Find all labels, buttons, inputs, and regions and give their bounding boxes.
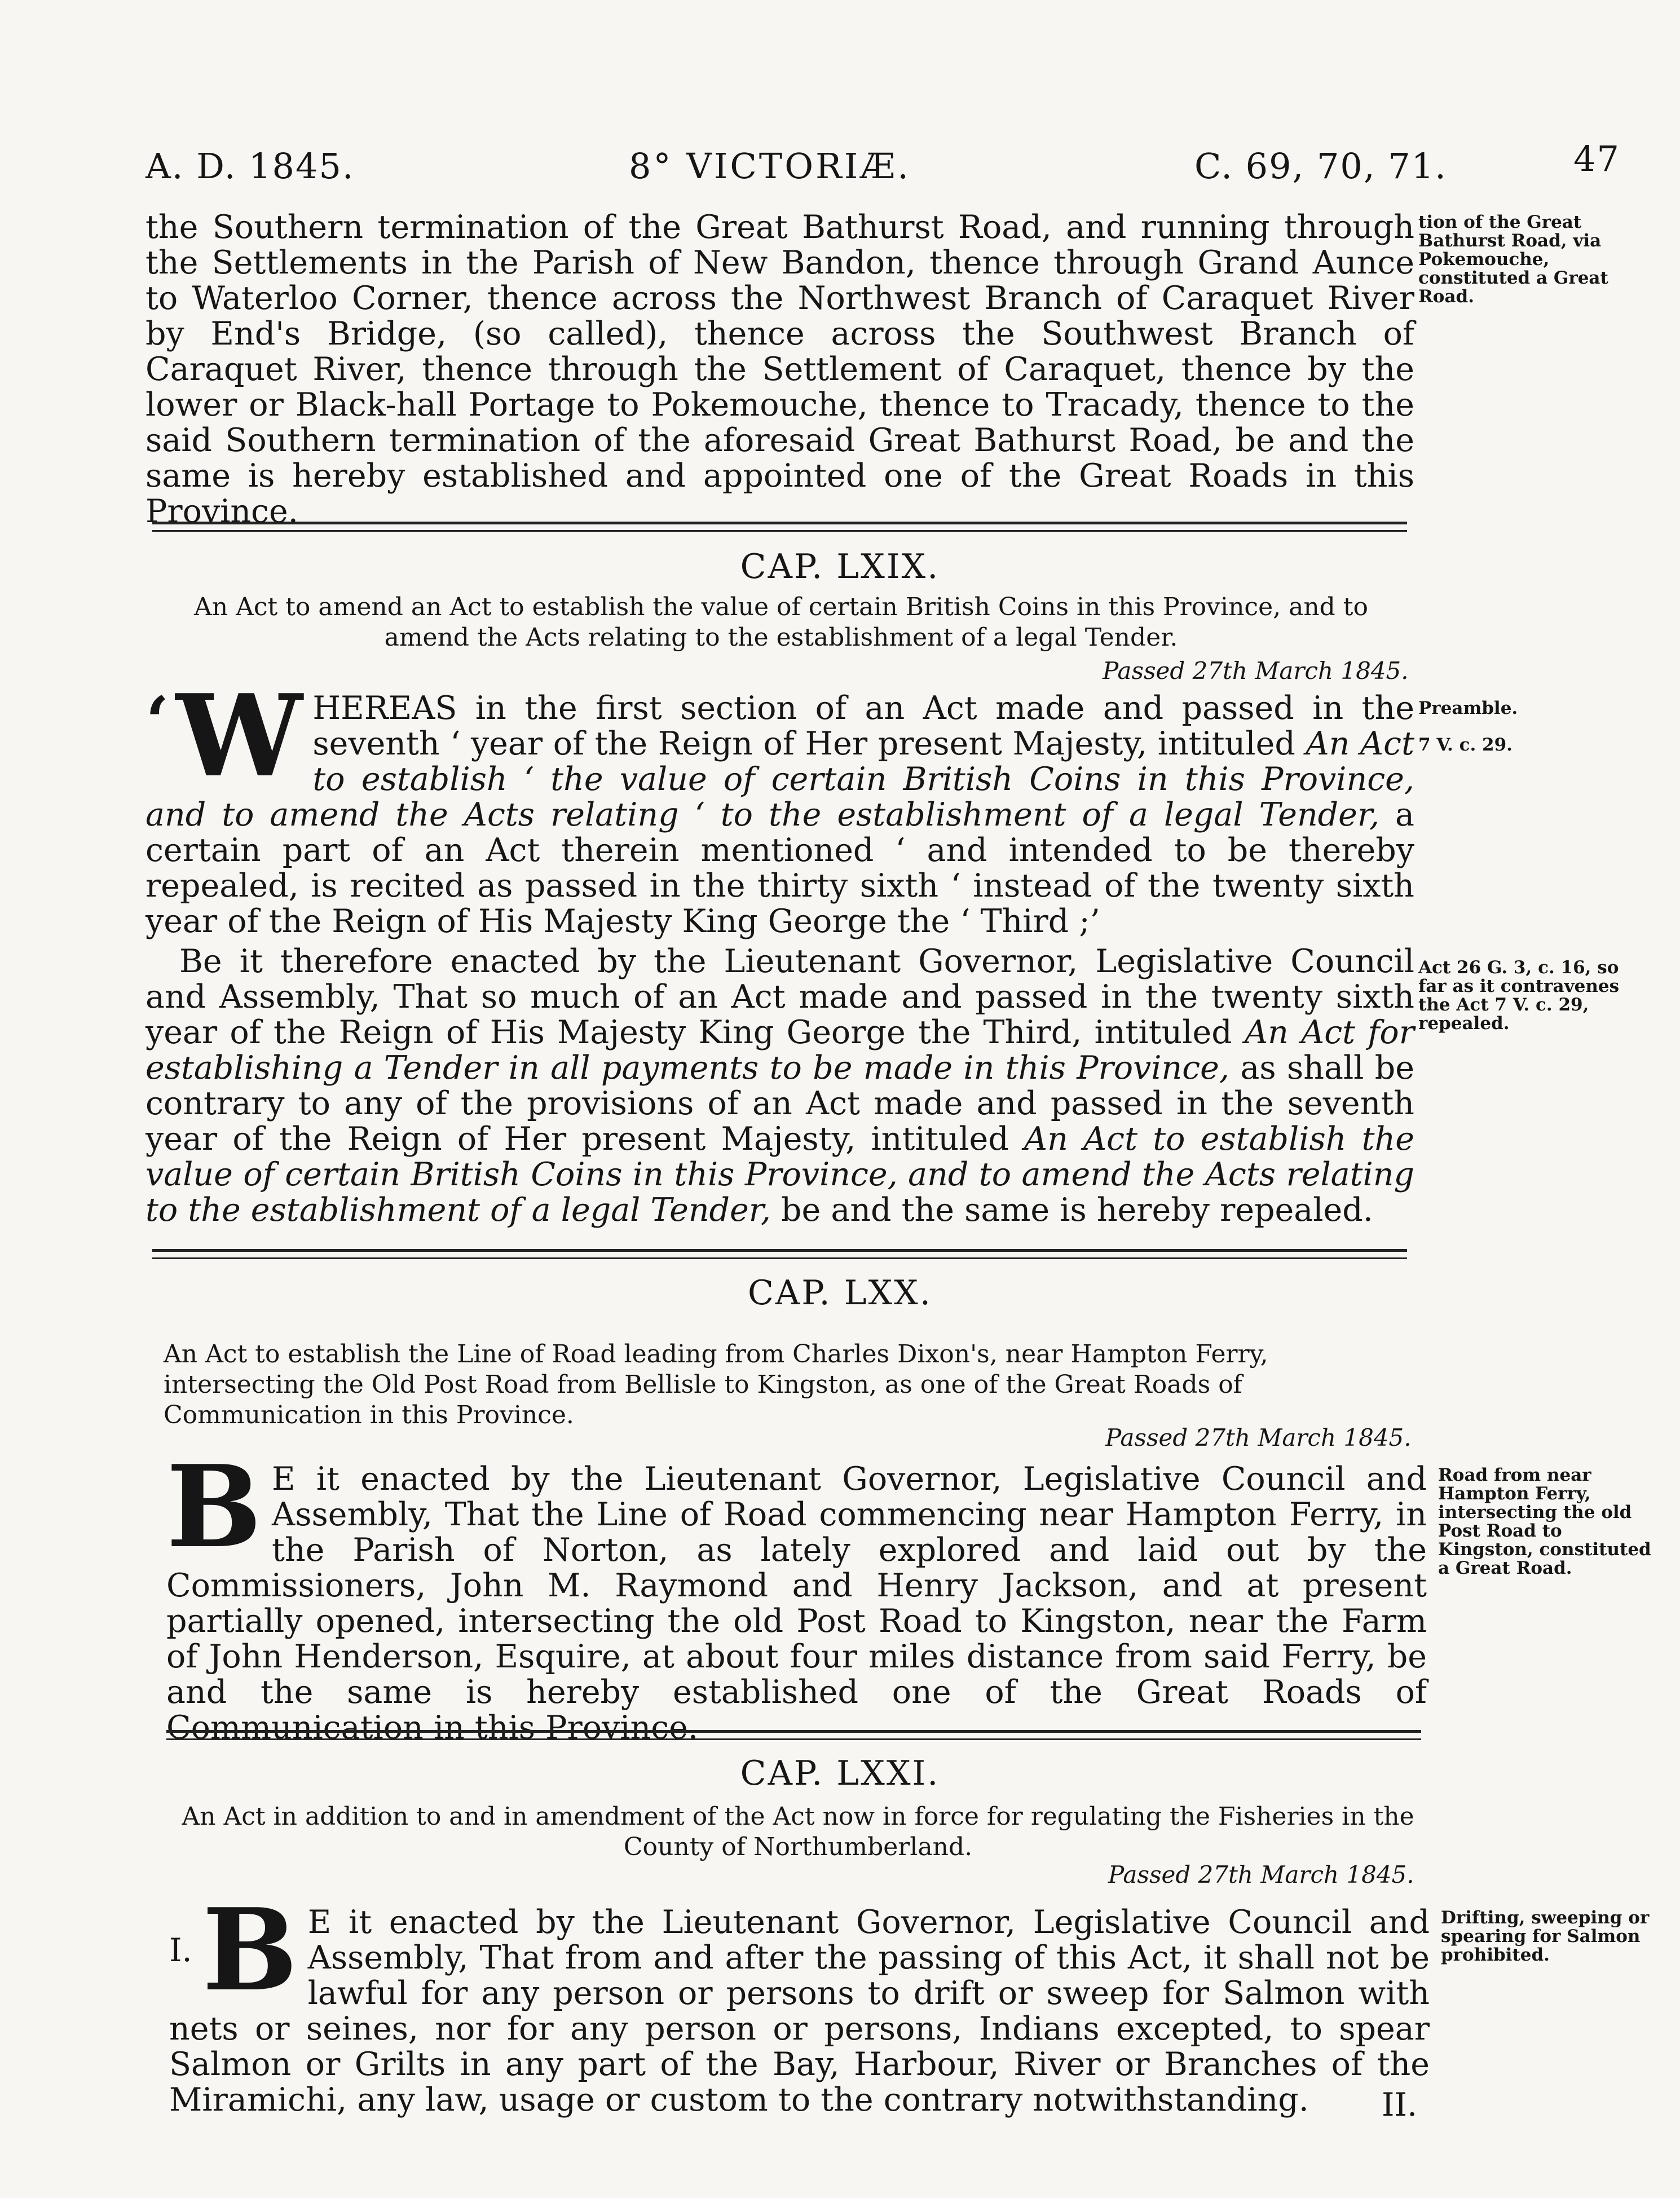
page-number: 47 [1573,138,1620,179]
section-divider-thin [152,530,1407,532]
chapter-heading-69: CAP. LXIX. [740,547,940,586]
margin-note-statute-ref: 7 V. c. 29. [1418,735,1513,755]
margin-note-salmon: Drifting, sweeping or spearing for Salmon prohibited. [1441,1908,1650,1965]
intro-paragraph [145,210,1414,529]
section-divider-thin [166,1738,1421,1740]
passed-date-70-text: Passed 27th March 1845. [1105,1424,1412,1451]
section-divider [152,1249,1407,1252]
catchword: II. [1382,2086,1418,2124]
section-divider [152,522,1407,524]
road-act-paragraph [166,1441,1427,1746]
passed-date-69-text: Passed 27th March 1845. [1103,657,1409,685]
enact-act-title-b: An Act to establish the value of certain British Coins in this Province, and to amend the Acts relating to the establishment of a legal Tender, [145,1120,1415,1229]
passed-date-71-text: Passed 27th March 1845. [1108,1861,1414,1888]
enact-act-title-a: An Act for establishing a Tender in all payments to be made in this Province, [145,1014,1414,1087]
fisheries-act-text: E it enacted by the Lieutenant Governor, Legislative Council and Assembly, That from and after the passing of this Act, it shall not be lawful for any person or persons to drift or sweep for Salmon with nets or seines, nor for any person or persons, Indians excepted, to spear Salmon or Grilts in any part of the Bay, Harbour, River or Branches of the Miramichi, any law, usage or custom to the contrary notwithstanding. [169,1904,1430,2118]
header-regnal-year: 8° VICTORIÆ. [629,145,911,187]
enact-text-c: be and the same is hereby repealed. [770,1191,1373,1229]
preamble-text-b: a certain part of an Act therein mentioned ‘ and intended to be thereby repealed, is recited as passed in the thirty sixth ‘ instead of the twenty sixth year of the Reign of His Majesty King George the ‘ Third ;’ [145,796,1414,940]
fisheries-act-paragraph [169,1884,1430,2118]
chapter-title-70: An Act to establish the Line of Road leading from Charles Dixon's, near Hampton Ferry, intersecting the Old Post Road from Bellisle to Kingston, as one of the Great Roads of Communication in this Province. [164,1340,1268,1429]
enact-text-b: as shall be contrary to any of the provisions of an Act made and passed in the seventh year of the Reign of Her present Majesty, intituled [145,1049,1414,1158]
intro-text: the Southern termination of the Great Bathurst Road, and running through the Settlements in the Parish of New Bandon, thence through Grand Aunce to Waterloo Corner, thence across the Northwest Branch of Caraquet River by End's Bridge, (so called), thence across the Southwest Branch of Caraquet River, thence through the Settlement of Caraquet, thence by the lower or Black-hall Portage to Pokemouche, thence to Tracady, thence to the said Southern termination of the aforesaid Great Bathurst Road, be and the same is hereby established and appointed one of the Great Roads in this Province. [145,209,1414,530]
header-chapters: C. 69, 70, 71. [1194,145,1447,187]
margin-note-hampton-road: Road from near Hampton Ferry, intersecting the old Post Road to Kingston, constituted a Great Road. [1438,1465,1651,1578]
chapter-heading-71: CAP. LXXI. [740,1754,940,1793]
passed-date-69 [1103,657,1409,685]
drop-cap-b: B [202,1884,298,2016]
chapter-heading-70: CAP. LXX. [748,1273,932,1313]
chapter-title-69: An Act to amend an Act to establish the value of certain British Coins in this Province, and to amend the Acts relating to the establishment of a legal Tender. [194,593,1368,652]
road-act-text: E it enacted by the Lieutenant Governor, Legislative Council and Assembly, That the Line of Road commencing near Hampton Ferry, in the Parish of Norton, as lately explored and laid out by the Commissioners, John M. Raymond and Henry Jackson, and at present partially opened, intersecting the old Post Road to Kingston, near the Farm of John Henderson, Esquire, at about four miles distance from said Ferry, be and the same is hereby established one of the Great Roads of Communication in this Province. [166,1460,1427,1746]
header-year: A. D. 1845. [145,145,355,187]
enacting-paragraph [145,944,1414,1228]
enact-text-a: Be it therefore enacted by the Lieutenant Governor, Legislative Council and Assembly, That so much of an Act made and passed in the twenty sixth year of the Reign of His Majesty King George the Third, intituled [145,943,1414,1051]
opening-quote: ‘ [145,682,169,761]
preamble-text-a: HEREAS in the first section of an Act made and passed in the seventh ‘ year of the Reign of Her present Majesty, intituled [312,690,1414,762]
passed-date-70 [1105,1424,1412,1451]
section-divider-thin [152,1257,1407,1259]
drop-cap-w: W [175,670,303,802]
section-number: I. [169,1932,192,1969]
margin-note-repeal: Act 26 G. 3, c. 16, so far as it contravenes the Act 7 V. c. 29, repealed. [1418,957,1620,1034]
preamble-act-title: An Act to establish ‘ the value of certain British Coins in this Province, and to amend the Acts relating ‘ to the establishment of a legal Tender, [145,725,1414,833]
chapter-title-71: An Act in addition to and in amendment of the Act now in force for regulating the Fisheries in the County of Northumberland. [182,1802,1414,1861]
margin-note-preamble: Preamble. [1418,698,1518,718]
margin-note-bathurst-road: tion of the Great Bathurst Road, via Pokemouche, constituted a Great Road. [1418,212,1608,307]
drop-cap-b: B [166,1441,262,1573]
passed-date-71 [1108,1861,1414,1888]
section-divider [166,1730,1421,1733]
